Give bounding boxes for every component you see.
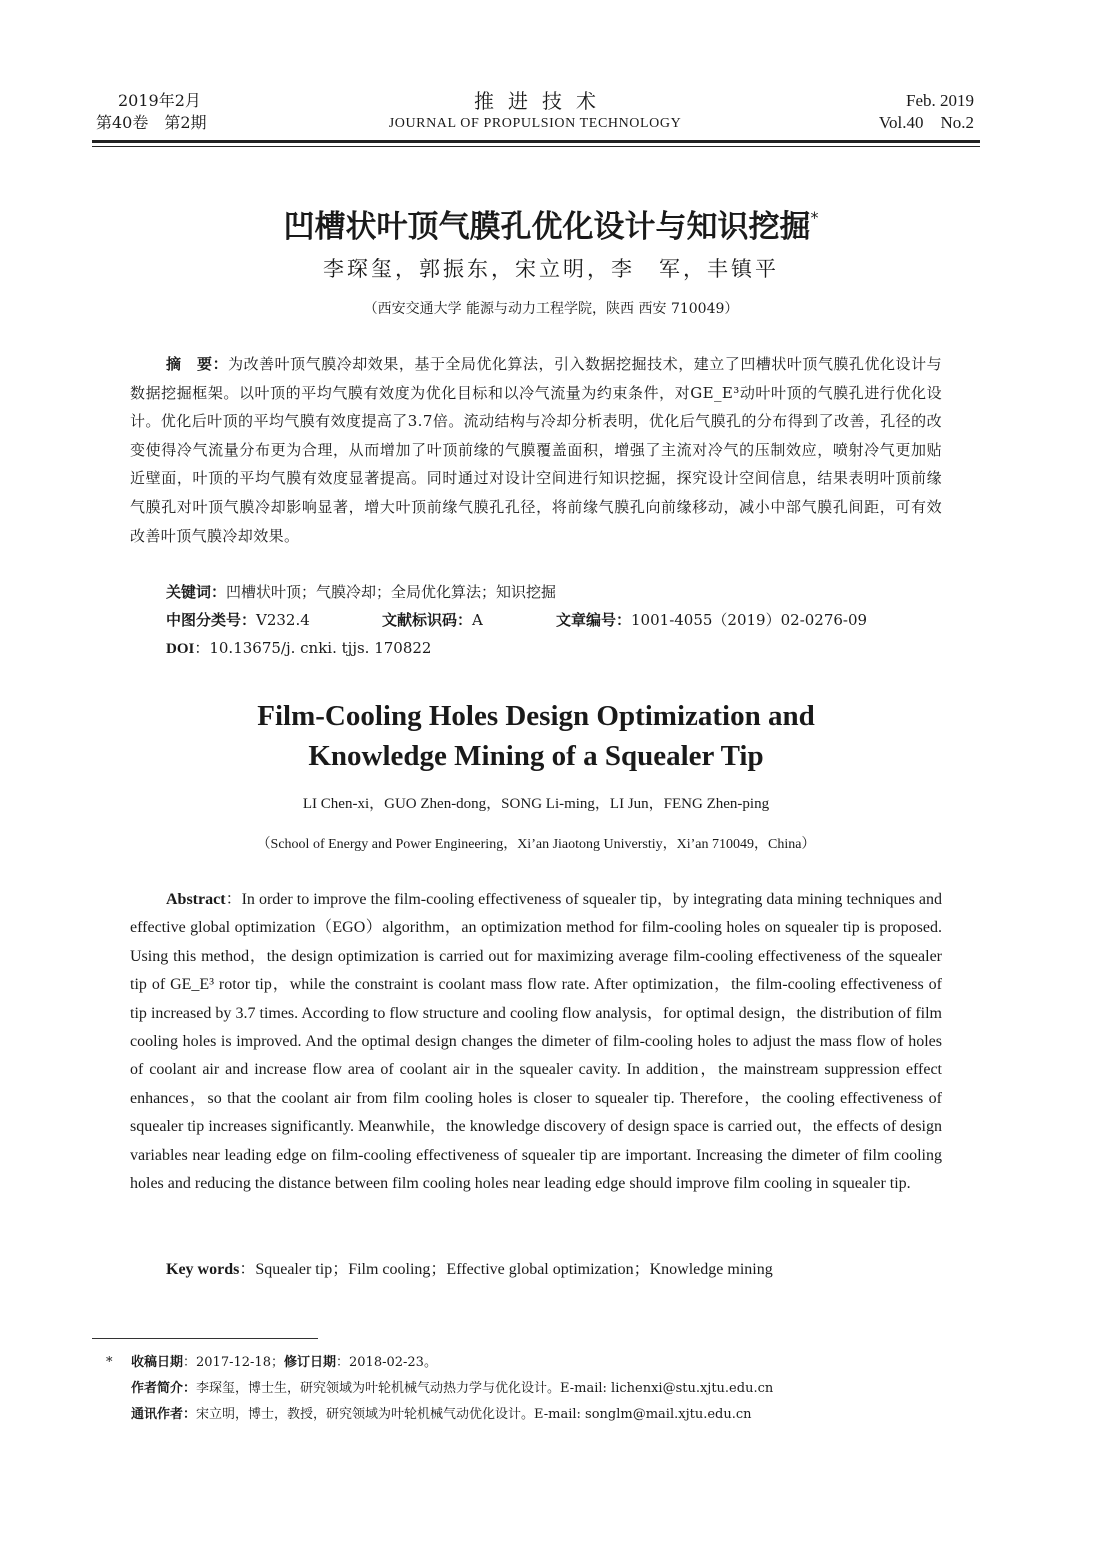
header-right	[879, 90, 974, 134]
article-no-label: 文章编号：	[556, 611, 632, 629]
title-footnote-mark[interactable]: *	[810, 208, 819, 227]
affiliation-cn: （西安交通大学 能源与动力工程学院，陕西 西安 710049）	[363, 301, 739, 317]
title-en-line-2: Knowledge Mining of a Squealer Tip	[308, 740, 764, 772]
keywords-label-en: Key words	[166, 1261, 240, 1278]
authors-en: LI Chen-xi，GUO Zhen-dong，SONG Li-ming，LI Jun，FENG Zhen-ping	[302, 796, 770, 812]
keywords-text-cn: 凹槽状叶顶；气膜冷却；全局优化算法；知识挖掘	[226, 583, 557, 601]
classification-line	[166, 606, 946, 634]
doi-label: DOI	[166, 641, 195, 657]
corresponding-text[interactable]: 宋立明，博士，教授，研究领域为叶轮机械气动优化设计。E-mail: songlm@mail.xjtu.edu.cn	[196, 1407, 752, 1422]
clc-label: 中图分类号：	[166, 611, 257, 629]
abstract-cn	[130, 350, 942, 550]
issue-date-en: Feb. 2019	[906, 91, 974, 110]
affiliation-en: （School of Energy and Power Engineering，Xi’an Jiaotong Universtiy，Xi’an 710049，China）	[256, 837, 816, 852]
corresponding-label: 通讯作者：	[131, 1407, 197, 1422]
revised-label: 修订日期	[283, 1355, 336, 1370]
keywords-text-en: ：Squealer tip；Film cooling；Effective global optimization；Knowledge mining	[239, 1261, 773, 1278]
title-en-line-1: Film-Cooling Holes Design Optimization and	[257, 700, 815, 732]
abstract-text-en: ：In order to improve the film-cooling effectiveness of squealer tip，by integrating data mining techniques and effective global optimization（EGO）algorithm，an optimization method for film-cooling holes on squealer tip is proposed. Using this method，the design optimization is carried out for maximizing average film-cooling effectiveness of the squealer tip of GE_E³ rotor tip，while the constraint is coolant mass flow rate. After optimization，the film-cooling effectiveness of tip increased by 3.7 times. According to flow structure and cooling flow analysis，for optimal design，the distribution of film cooling holes is improved. And the optimal design changes the dimeter of film-cooling holes to adjust the mass flow of holes of coolant air and increase flow area of coolant air in the squealer cavity. In addition，the mainstream suppression effect enhances，so that the coolant air from film cooling holes is closer to squealer tip. Therefore，the cooling effectiveness of squealer tip increases significantly. Meanwhile，the knowledge discovery of design space is carried out，the effects of design variables near leading edge on film-cooling effectiveness of squealer tip are important. Increasing the dimeter of film cooling holes and reducing the distance between film cooling holes near leading edge should improve film cooling in squealer tip.	[130, 891, 942, 1193]
article-no-value: 1001-4055（2019）02-0276-09	[631, 611, 868, 629]
title-text-cn: 凹槽状叶顶气膜孔优化设计与知识挖掘	[283, 209, 811, 245]
abstract-label-en: Abstract	[166, 891, 226, 908]
abstract-text-cn: 为改善叶顶气膜冷却效果，基于全局优化算法，引入数据挖掘技术，建立了凹槽状叶顶气膜孔优化设计与数据挖掘框架。以叶顶的平均气膜有效度为优化目标和以冷气流量为约束条件，对GE_E³动叶叶顶的气膜孔进行优化设计。优化后叶顶的平均气膜有效度提高了3.7倍。流动结构与冷却分析表明，优化后气膜孔的分布得到了改善，孔径的改变使得冷气流量分布更为合理，从而增加了叶顶前缘的气膜覆盖面积，增强了主流对冷气的压制效应，喷射冷气更加贴近壁面，叶顶的平均气膜有效度显著提高。同时通过对设计空间进行知识挖掘，探究设计空间信息，结果表明叶顶前缘气膜孔对叶顶气膜冷却影响显著，增大叶顶前缘气膜孔孔径，将前缘气膜孔向前缘移动，减小中部气膜孔间距，可有效改善叶顶气膜冷却效果。	[130, 355, 942, 545]
author-bio-label: 作者简介：	[131, 1381, 197, 1396]
authors-cn: 李琛玺，郭振东，宋立明，李 军，丰镇平	[323, 257, 779, 281]
received-label: 收稿日期	[131, 1355, 184, 1370]
footnote-author-bio	[106, 1376, 991, 1402]
journal-name-en: JOURNAL OF PROPULSION TECHNOLOGY	[388, 116, 682, 131]
journal-masthead	[330, 88, 740, 134]
received-value: ：2017-12-18；	[183, 1355, 284, 1370]
keywords-label-cn: 关键词：	[166, 583, 227, 601]
clc-value: V232.4	[256, 611, 310, 629]
footnote-rule	[92, 1338, 318, 1339]
header-rule-thin	[92, 146, 980, 147]
revised-value: ：2018-02-23。	[336, 1355, 437, 1370]
paper-title-en	[90, 696, 982, 776]
keywords-en	[166, 1256, 946, 1284]
doi-line	[166, 634, 946, 663]
doc-code-value: A	[472, 611, 483, 629]
footnote-dates	[106, 1350, 966, 1376]
volume-cn: 第40卷 第2期	[96, 113, 207, 132]
abstract-en	[130, 886, 942, 1198]
doc-code-label: 文献标识码：	[382, 611, 473, 629]
journal-name-cn: 推进技术	[474, 89, 610, 113]
footnote-corresponding	[106, 1402, 991, 1428]
footnote-mark: *	[106, 1355, 113, 1370]
abstract-label-cn: 摘 要：	[166, 355, 229, 373]
issue-date-cn: 2019年2月	[118, 91, 201, 110]
doi-value[interactable]: ：10.13675/j. cnki. tjjs. 170822	[194, 639, 432, 657]
paper-title-cn	[90, 196, 1012, 249]
header-left	[96, 90, 207, 134]
keywords-cn	[166, 578, 946, 606]
header-rule-thick	[92, 140, 980, 143]
author-bio-text[interactable]: 李琛玺，博士生，研究领域为叶轮机械气动热力学与优化设计。E-mail: lichenxi@stu.xjtu.edu.cn	[196, 1381, 774, 1396]
volume-en: Vol.40 No.2	[878, 113, 974, 132]
